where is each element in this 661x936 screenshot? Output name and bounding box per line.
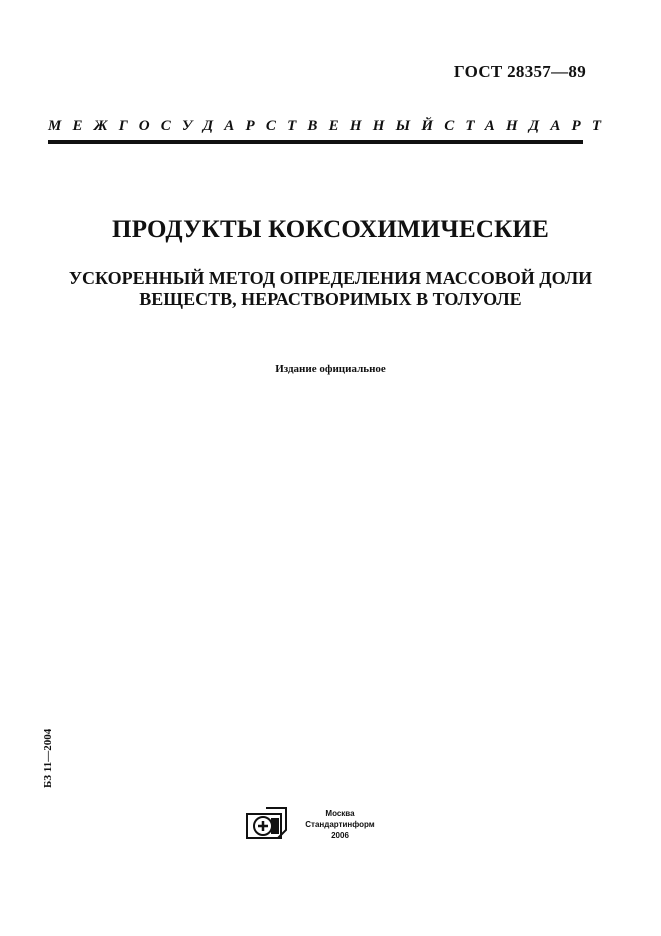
document-subtitle bbox=[40, 268, 621, 310]
publication-year: 2006 bbox=[331, 831, 349, 840]
publisher-name: Стандартинформ bbox=[305, 820, 375, 829]
subtitle-line: УСКОРЕННЫЙ МЕТОД ОПРЕДЕЛЕНИЯ МАССОВОЙ ДОЛИ bbox=[68, 268, 593, 288]
standard-code: ГОСТ 28357—89 bbox=[453, 62, 586, 81]
catalog-code: БЗ 11—2004 bbox=[42, 728, 54, 788]
standartinform-logo-icon bbox=[246, 806, 288, 840]
interstate-standard-heading bbox=[48, 118, 613, 135]
subtitle-line: ВЕЩЕСТВ, НЕРАСТВОРИМЫХ В ТОЛУОЛЕ bbox=[139, 289, 522, 309]
edition-note: Издание официальное bbox=[275, 363, 386, 375]
interstate-word: МЕЖГОСУДАРСТВЕННЫЙ bbox=[48, 118, 445, 134]
standard-word: СТАНДАРТ bbox=[444, 118, 613, 134]
publisher-city: Москва bbox=[325, 809, 355, 818]
document-title: ПРОДУКТЫ КОКСОХИМИЧЕСКИЕ bbox=[112, 216, 549, 243]
header-divider bbox=[48, 140, 583, 144]
publisher-block bbox=[305, 808, 375, 841]
